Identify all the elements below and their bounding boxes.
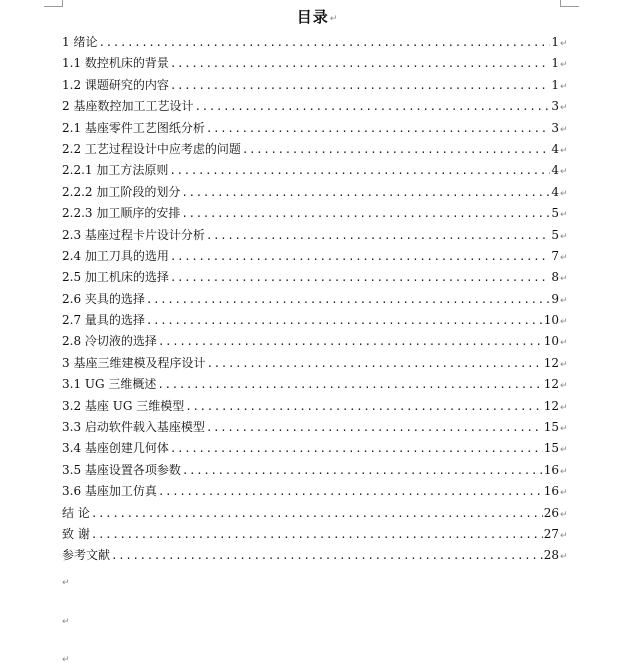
toc-entry-label: 2.4 加工刀具的选用	[62, 248, 169, 263]
toc-entry-page-number: 1	[551, 77, 559, 92]
toc-entry-page-number: 10	[543, 334, 559, 349]
toc-entry-page-number: 15	[543, 420, 559, 435]
paragraph-mark-icon: ↵	[560, 530, 568, 541]
toc-entry-page-number: 9	[551, 291, 559, 306]
toc-dot-leader	[170, 246, 550, 267]
empty-paragraph-mark-icon[interactable]: ↵	[62, 578, 70, 588]
toc-dot-leader	[181, 182, 550, 203]
toc-dot-leader	[170, 75, 550, 96]
toc-heading[interactable]	[0, 7, 635, 29]
toc-entry[interactable]	[62, 267, 568, 288]
toc-entry-page-number: 12	[543, 377, 559, 392]
toc-dot-leader	[91, 503, 543, 524]
toc-dot-leader	[170, 53, 550, 74]
paragraph-mark-icon: ↵	[560, 124, 568, 135]
toc-dot-leader	[146, 289, 550, 310]
toc-entry-page-number: 7	[551, 248, 559, 263]
toc-entry[interactable]	[62, 438, 568, 459]
toc-entry-page-number: 4	[551, 163, 559, 178]
toc-entry-page-number: 4	[551, 141, 559, 156]
paragraph-mark-icon: ↵	[560, 103, 568, 114]
paragraph-mark-icon: ↵	[560, 295, 568, 306]
toc-heading-text: 目录	[296, 8, 329, 26]
toc-entry-label: 致 谢	[62, 526, 90, 541]
crop-mark-top-right	[560, 0, 579, 7]
toc-entry[interactable]	[62, 460, 568, 481]
toc-dot-leader	[206, 118, 550, 139]
paragraph-mark-icon: ↵	[560, 317, 568, 328]
empty-paragraph-mark-icon[interactable]: ↵	[62, 617, 70, 627]
toc-entry[interactable]	[62, 139, 568, 160]
toc-entry-label: 3.2 基座 UG 三维模型	[62, 398, 185, 413]
toc-entry-page-number: 3	[551, 120, 559, 135]
paragraph-mark-icon: ↵	[560, 381, 568, 392]
paragraph-mark-icon: ↵	[560, 488, 568, 499]
toc-entry-page-number: 16	[543, 484, 559, 499]
toc-entry-page-number: 10	[543, 313, 559, 328]
toc-dot-leader	[182, 460, 543, 481]
toc-entry[interactable]	[62, 118, 568, 139]
toc-dot-leader	[206, 417, 543, 438]
toc-entry-page-number: 5	[551, 227, 559, 242]
paragraph-mark-icon: ↵	[560, 210, 568, 221]
toc-dot-leader	[91, 524, 543, 545]
toc-entry-label: 2.8 冷切液的选择	[62, 334, 157, 349]
toc-entry-page-number: 1	[551, 35, 559, 49]
empty-paragraph-mark-icon[interactable]: ↵	[62, 655, 70, 665]
paragraph-mark-icon: ↵	[560, 552, 568, 563]
toc-entry-label: 3.5 基座设置各项参数	[62, 462, 181, 477]
paragraph-mark-icon: ↵	[560, 188, 568, 199]
paragraph-mark-icon: ↵	[560, 81, 568, 92]
paragraph-mark-icon: ↵	[560, 338, 568, 349]
toc-dot-leader	[206, 225, 550, 246]
toc-entry-label: 2.1 基座零件工艺图纸分析	[62, 120, 205, 135]
toc-entry-label: 2.2 工艺过程设计中应考虑的问题	[62, 141, 241, 156]
toc-dot-leader	[158, 481, 543, 502]
toc-entry[interactable]	[62, 331, 568, 352]
toc-entry-label: 参考文献	[62, 548, 111, 563]
paragraph-mark-icon: ↵	[560, 231, 568, 242]
toc-entry[interactable]	[62, 481, 568, 502]
paragraph-mark-icon: ↵	[329, 14, 339, 24]
toc-entry-label: 2.2.1 加工方法原则	[62, 163, 169, 178]
toc-entry[interactable]	[62, 182, 568, 203]
toc-entry[interactable]	[62, 417, 568, 438]
toc-entry-label: 1.1 数控机床的背景	[62, 56, 169, 71]
paragraph-mark-icon: ↵	[560, 509, 568, 520]
paragraph-mark-icon: ↵	[560, 145, 568, 156]
paragraph-mark-icon: ↵	[560, 39, 568, 49]
toc-entry-page-number: 27	[543, 526, 559, 541]
toc-dot-leader	[158, 331, 543, 352]
toc-entry-label: 结 论	[62, 505, 90, 520]
toc-dot-leader	[157, 374, 542, 395]
toc-dot-leader	[242, 139, 550, 160]
table-of-contents	[62, 32, 568, 567]
paragraph-mark-icon: ↵	[560, 60, 568, 71]
toc-entry-label: 2 基座数控加工工艺设计	[62, 99, 194, 114]
toc-entry-page-number: 12	[543, 398, 559, 413]
paragraph-mark-icon: ↵	[560, 445, 568, 456]
toc-dot-leader	[170, 267, 550, 288]
toc-dot-leader	[111, 545, 543, 566]
toc-dot-leader	[181, 203, 550, 224]
toc-entry[interactable]	[62, 396, 568, 417]
toc-dot-leader	[206, 353, 542, 374]
toc-entry-page-number: 16	[543, 462, 559, 477]
toc-dot-leader	[194, 96, 550, 117]
toc-entry-label: 3.3 启动软件载入基座模型	[62, 420, 205, 435]
toc-entry[interactable]	[62, 53, 568, 74]
toc-entry-label: 2.6 夹具的选择	[62, 291, 145, 306]
toc-dot-leader	[169, 160, 550, 181]
toc-entry[interactable]	[62, 524, 568, 545]
toc-dot-leader	[98, 32, 550, 53]
paragraph-mark-icon: ↵	[560, 402, 568, 413]
toc-entry[interactable]	[62, 374, 568, 395]
toc-entry[interactable]	[62, 545, 568, 566]
toc-entry-page-number: 3	[551, 99, 559, 114]
toc-entry-label: 3.1 UG 三维概述	[62, 377, 157, 392]
toc-entry[interactable]	[62, 75, 568, 96]
toc-entry-label: 1 绪论	[62, 35, 98, 49]
toc-dot-leader	[185, 396, 542, 417]
toc-entry[interactable]	[62, 246, 568, 267]
toc-entry[interactable]	[62, 32, 568, 53]
toc-dot-leader	[170, 438, 543, 459]
paragraph-mark-icon: ↵	[560, 424, 568, 435]
toc-entry-page-number: 12	[543, 355, 559, 370]
toc-entry-label: 3.4 基座创建几何体	[62, 441, 169, 456]
toc-entry-label: 2.5 加工机床的选择	[62, 270, 169, 285]
toc-entry-page-number: 5	[551, 206, 559, 221]
toc-entry-page-number: 8	[551, 270, 559, 285]
toc-entry[interactable]	[62, 160, 568, 181]
paragraph-mark-icon: ↵	[560, 167, 568, 178]
paragraph-mark-icon: ↵	[560, 252, 568, 263]
toc-entry[interactable]	[62, 289, 568, 310]
crop-mark-top-left	[44, 0, 63, 7]
toc-entry-label: 2.2.3 加工顺序的安排	[62, 206, 181, 221]
toc-entry-label: 2.2.2 加工阶段的划分	[62, 184, 181, 199]
toc-entry-page-number: 28	[543, 548, 559, 563]
toc-entry-page-number: 4	[551, 184, 559, 199]
paragraph-mark-icon: ↵	[560, 359, 568, 370]
toc-entry-page-number: 1	[551, 56, 559, 71]
paragraph-mark-icon: ↵	[560, 466, 568, 477]
toc-entry-label: 3 基座三维建模及程序设计	[62, 355, 206, 370]
toc-entry[interactable]	[62, 353, 568, 374]
toc-entry[interactable]	[62, 225, 568, 246]
toc-entry-label: 3.6 基座加工仿真	[62, 484, 157, 499]
toc-entry-label: 2.3 基座过程卡片设计分析	[62, 227, 205, 242]
toc-entry-label: 2.7 量具的选择	[62, 313, 145, 328]
toc-entry[interactable]	[62, 310, 568, 331]
toc-entry-page-number: 15	[543, 441, 559, 456]
toc-dot-leader	[146, 310, 543, 331]
toc-entry[interactable]	[62, 96, 568, 117]
toc-entry[interactable]	[62, 503, 568, 524]
toc-entry-label: 1.2 课题研究的内容	[62, 77, 169, 92]
toc-entry-page-number: 26	[543, 505, 559, 520]
paragraph-mark-icon: ↵	[560, 274, 568, 285]
toc-entry[interactable]	[62, 203, 568, 224]
